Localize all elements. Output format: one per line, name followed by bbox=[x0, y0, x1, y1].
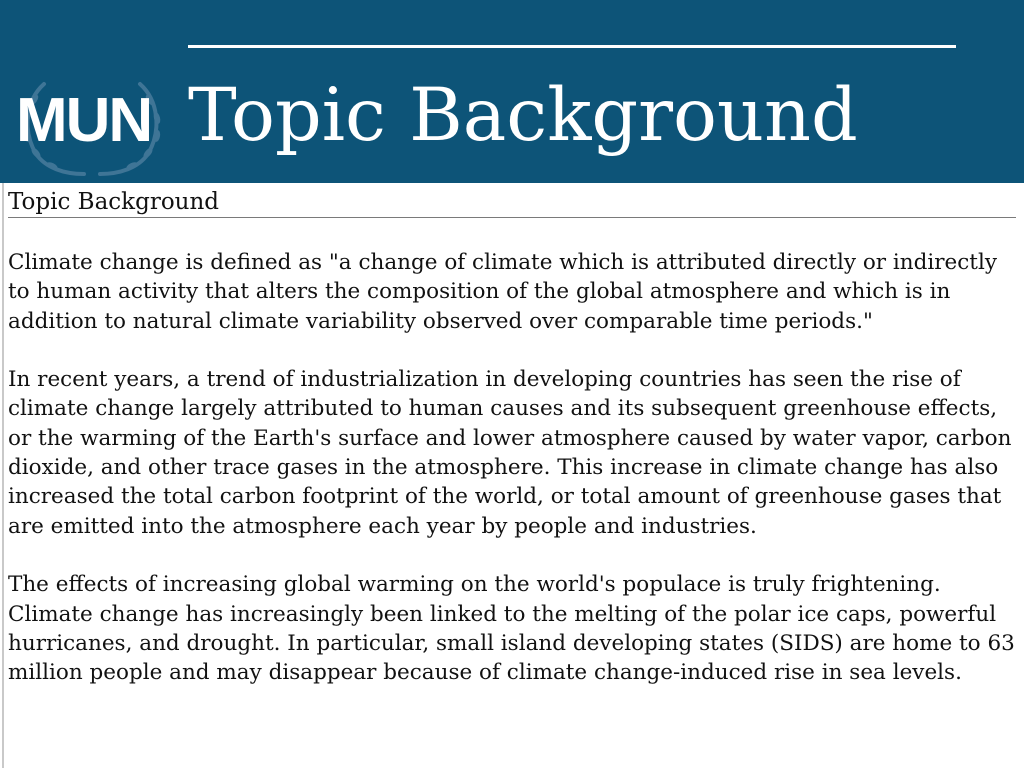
paragraph-industrialization: In recent years, a trend of industrialization in developing countries has seen the rise of climate change largely attributed to human causes and its subsequent greenhouse effects, or the warming of the Earth's surface and lower atmosphere caused by water vapor, carbon dioxide, and other trace gases in the atmosphere. This increase in climate change has also increased the total carbon footprint of the world, or total amount of greenhouse gases that are emitted into the atmosphere each year by people and industries. bbox=[8, 367, 1012, 539]
mun-logo bbox=[14, 76, 170, 176]
document-heading: Topic Background bbox=[8, 189, 220, 215]
paragraph-effects: The effects of increasing global warming on the world's populace is truly frightening. Climate change has increasingly been linked to the melting of the polar ice caps, powerful hurricanes, and drought. In particular, small island developing states (SIDS) are home to 63 million people and may disappear because of climate change-induced rise in sea levels. bbox=[8, 572, 1015, 686]
header-banner bbox=[0, 0, 1024, 183]
logo-text: MUN bbox=[16, 86, 152, 155]
document-left-rule bbox=[2, 183, 4, 768]
document-body bbox=[8, 248, 1016, 717]
paragraph-definition: Climate change is defined as "a change of climate which is attributed directly or indirectly to human activity that alters the composition of the global atmosphere and which is in addition to natural climate variability observed over comparable time periods." bbox=[8, 250, 997, 334]
slide-title: Topic Background bbox=[188, 73, 858, 158]
header-rule bbox=[188, 45, 956, 48]
document-heading-rule bbox=[8, 217, 1016, 218]
document-screenshot bbox=[0, 183, 1024, 768]
